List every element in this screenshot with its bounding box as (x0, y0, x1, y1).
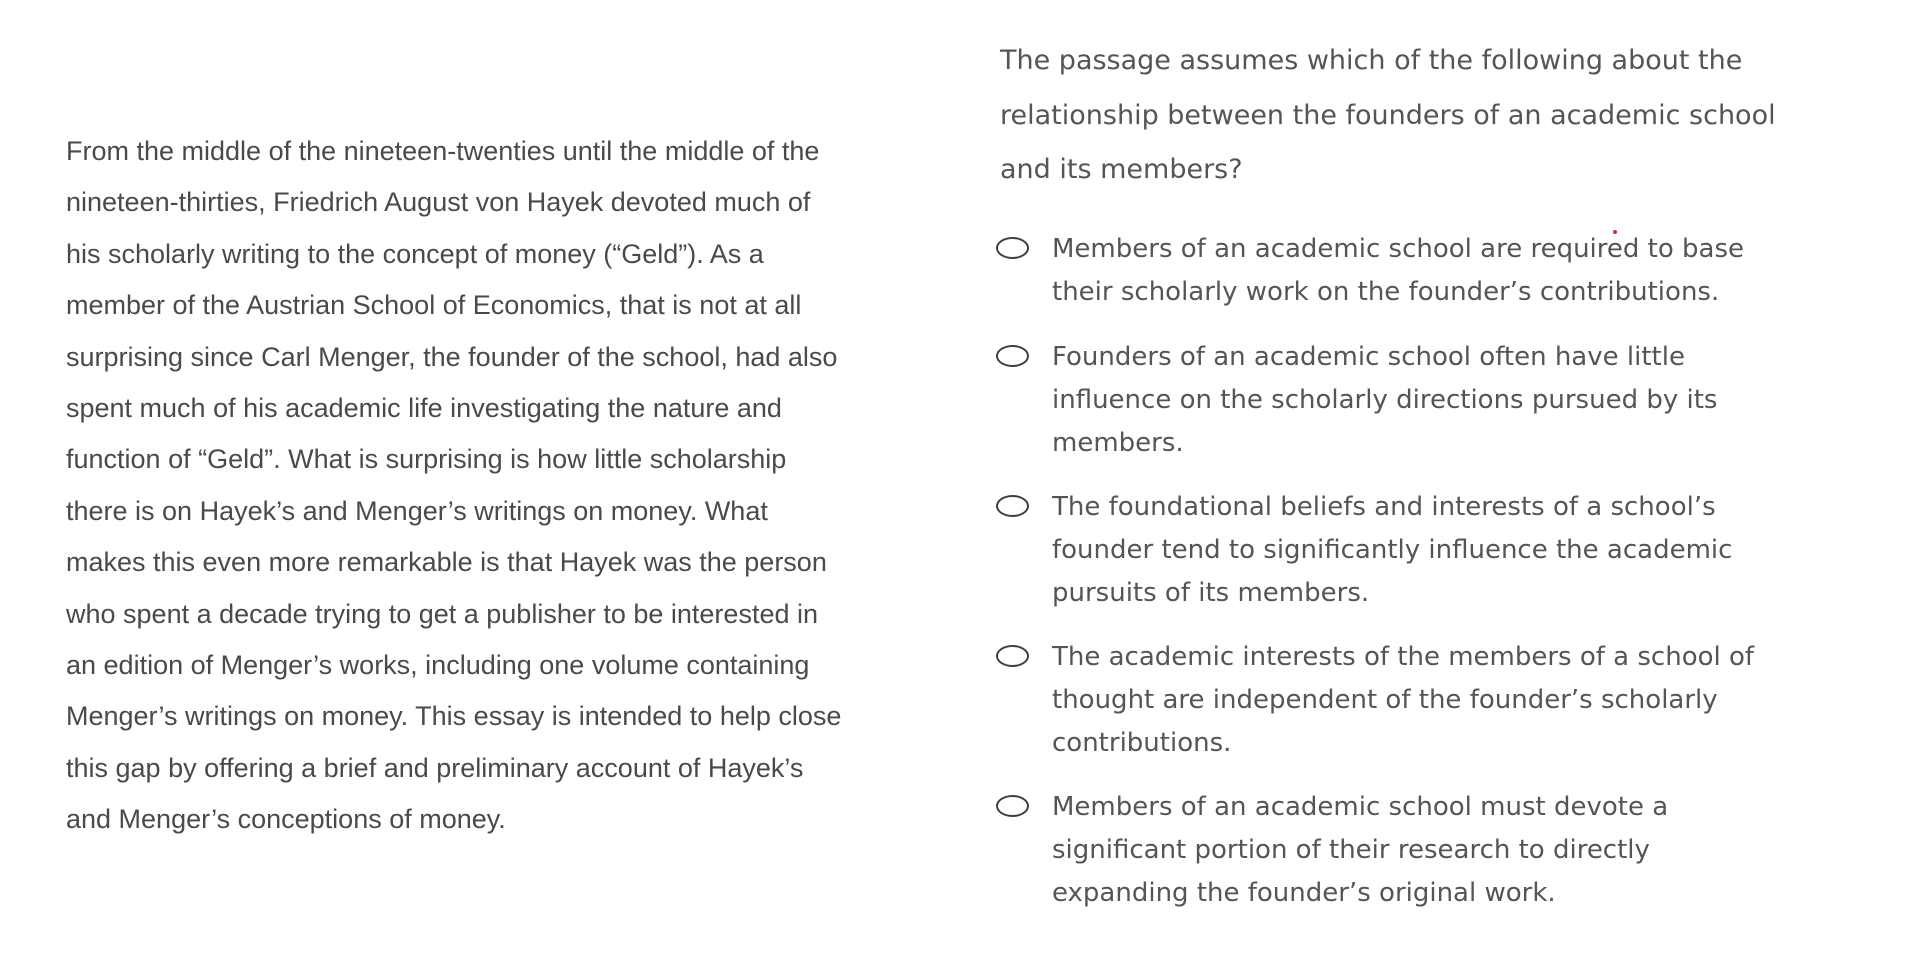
question-panel (1000, 34, 1900, 198)
answer-option-label: Members of an academic school are required to base their scholarly work on the founder’s contributions. (1052, 234, 1745, 307)
radio-button-icon[interactable] (996, 237, 1029, 259)
radio-button-icon[interactable] (996, 795, 1029, 817)
reading-passage (66, 126, 926, 846)
answer-option-label: The academic interests of the members of a school of thought are independent of the founder’s scholarly contributions. (1052, 642, 1755, 758)
answer-option-label: Members of an academic school must devote a significant portion of their research to directly expanding the founder’s original work. (1052, 792, 1669, 908)
answer-option-label: The foundational beliefs and interests of a school’s founder tend to significantly influence the academic pursuits of its members. (1052, 492, 1733, 608)
passage-text: From the middle of the nineteen-twenties until the middle of the nineteen-thirties, Friedrich August von Hayek devoted much of his scholarly writing to the concept of money (“Geld”). As a member of the Austrian School of Economics, that is not at all surprising since Carl Menger, the founder of the school, had also spent much of his academic life investigating the nature and function of “Geld”. What is surprising is how little scholarship there is on Hayek’s and Menger’s writings on money. What makes this even more remarkable is that Hayek was the person who spent a decade trying to get a publisher to be interested in an edition of Menger’s works, including one volume containing Menger’s writings on money. This essay is intended to help close this gap by offering a brief and preliminary account of Hayek’s and Menger’s conceptions of money. (66, 136, 842, 835)
radio-button-icon[interactable] (996, 345, 1029, 367)
radio-button-icon[interactable] (996, 495, 1029, 517)
question-stem: The passage assumes which of the following about the relationship between the founders of an academic school and its members? (1000, 45, 1776, 185)
answer-option-label: Founders of an academic school often have little influence on the scholarly directions pursued by its members. (1052, 342, 1718, 458)
radio-button-icon[interactable] (996, 645, 1029, 667)
